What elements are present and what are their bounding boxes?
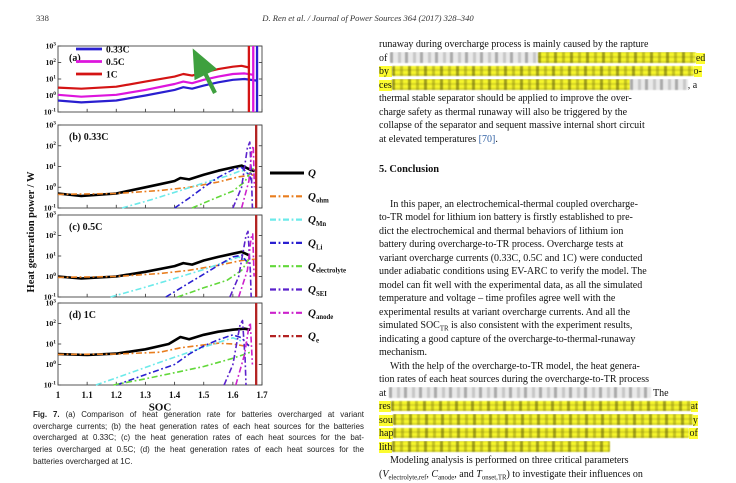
text-span: Modeling analysis is performed on three critical parameters: [390, 455, 629, 466]
svg-text:103: $10^3$: [45, 42, 56, 51]
text-line: [379, 279, 724, 293]
redacted-text-yellow: [392, 79, 630, 90]
redacted-text-yellow: [393, 428, 689, 439]
svg-text:1.2: 1.2: [110, 390, 122, 400]
text-span: dict the electrochemical and thermal behaviors of lithium ion: [379, 225, 624, 237]
text-span: electrolyte,ref: [388, 474, 427, 481]
text-line: [379, 119, 724, 133]
citation-link[interactable]: [70]: [478, 133, 496, 145]
text-span: at elevated temperatures: [379, 133, 479, 145]
text-span: by: [379, 66, 392, 77]
text-line: [379, 106, 724, 120]
text-span: ces: [379, 79, 392, 91]
text-span: (a) Comparison of heat generation rate for batteries overcharged at variant: [65, 410, 364, 419]
svg-text:SOC: SOC: [148, 401, 172, 412]
text-line: [379, 238, 724, 252]
svg-text:QLi: $Q_{Li}$: [308, 237, 323, 252]
text-line: [379, 79, 724, 93]
svg-text:Qanode: $Q_{anode}$: [308, 307, 334, 322]
svg-text:Qelectrolyte: $Q_{electrolyte}$: [308, 260, 347, 275]
text-span: With the help of the overcharge-to-TR model, the heat genera-: [390, 360, 640, 372]
text-line: [379, 414, 724, 428]
svg-text:10-1: $10^{-1}$: [43, 203, 56, 213]
svg-text:(b) 0.33C: (b) 0.33C: [69, 132, 109, 143]
text-line: [379, 52, 724, 66]
svg-text:102: $10^2$: [45, 57, 56, 68]
text-span: model can fit well with the experimental data, as all the simulated: [379, 279, 643, 291]
text-line: [379, 133, 724, 147]
text-line: [379, 252, 724, 266]
svg-text:10-1: $10^{-1}$: [43, 292, 56, 302]
text-line: [379, 265, 724, 279]
text-span: ) to investigate their influences on: [506, 468, 643, 480]
text-line: [379, 400, 724, 414]
text-span: onset,TR: [481, 474, 507, 481]
svg-text:1.1: 1.1: [81, 390, 93, 400]
text-line: [379, 225, 724, 239]
text-span: variant overcharge currents (0.33C, 0.5C and 1C) were conducted: [379, 252, 643, 264]
svg-text:0.33C: 0.33C: [106, 45, 130, 56]
svg-text:10-1: $10^{-1}$: [43, 107, 56, 117]
redacted-text-yellow: [392, 66, 694, 77]
text-span: at: [690, 401, 698, 412]
redacted-text-gray: [390, 52, 538, 63]
text-line: [379, 306, 724, 320]
svg-text:Heat generation power / W: Heat generation power / W: [26, 171, 37, 293]
svg-text:1.5: 1.5: [198, 390, 210, 400]
svg-text:101: $10^1$: [45, 339, 56, 349]
svg-text:QSEI: $Q_{SEI}$: [308, 284, 327, 298]
svg-text:103: $10^3$: [45, 120, 56, 130]
redacted-text-yellow: [392, 441, 610, 452]
text-span: In this paper, an electrochemical-thermal coupled overcharge-: [390, 198, 638, 210]
text-span: charge safety as thermal runaway will also be triggered by the: [379, 106, 628, 118]
text-span: overcharged at 0.33C; (c) the heat generation rates of each heat sources for the bat-: [33, 433, 364, 443]
caption-line: [33, 432, 364, 444]
page-number: 338: [36, 13, 49, 23]
text-span: mechanism.: [379, 347, 428, 358]
text-span: to-TR model for lithium ion battery is firstly established to pre-: [379, 212, 633, 223]
text-line: [379, 198, 724, 212]
svg-text:1: 1: [55, 390, 61, 400]
text-line: [379, 441, 724, 455]
text-line: [379, 468, 724, 482]
svg-text:100: $10^0$: [45, 359, 56, 370]
text-span: res: [379, 401, 391, 412]
figure-7-chart: [26, 42, 366, 412]
svg-text:Qe: $Q_e$: [308, 330, 319, 345]
svg-text:100: $10^0$: [45, 90, 56, 101]
text-span: , and: [454, 468, 477, 480]
svg-text:101: $10^1$: [45, 161, 56, 172]
redacted-text-yellow: [391, 401, 691, 412]
svg-text:QMn: $Q_{Mn}$: [308, 214, 327, 228]
text-span: indicating a good capture of the overcharge-to-thermal-runaway: [379, 333, 636, 345]
text-line: [379, 454, 724, 468]
text-line: [379, 360, 724, 374]
redacted-text-gray: [630, 79, 688, 90]
redacted-text-gray: [389, 387, 651, 398]
text-span: anode: [438, 474, 455, 481]
svg-text:101: $10^1$: [45, 251, 56, 261]
caption-line: [33, 444, 364, 456]
heat-generation-plots: [26, 42, 366, 412]
text-span: simulated SOC: [379, 320, 440, 331]
svg-text:0.5C: 0.5C: [106, 57, 125, 68]
text-span: of: [689, 428, 698, 439]
text-span: C: [431, 468, 439, 480]
text-span: tion rates of each heat sources during the overcharge-to-TR process: [379, 374, 649, 385]
svg-text:Q: Q: [308, 167, 316, 180]
text-span: teries overcharged at 0.5C; (d) the heat generation rates of each heat sources for the: [33, 445, 364, 455]
svg-text:102: $10^2$: [45, 230, 56, 241]
text-span: TR: [439, 325, 449, 333]
text-span: sou: [379, 414, 393, 426]
text-span: collapse of the separator and sequent massive internal short circuit: [379, 120, 645, 131]
text-line: [379, 373, 724, 387]
text-span: experimental results at variant overcharge currents. And all the: [379, 306, 631, 318]
text-span: ed: [695, 52, 706, 64]
svg-text:1C: 1C: [106, 70, 118, 81]
svg-text:Qohm: $Q_{ohm}$: [308, 190, 329, 205]
text-span: overcharge currents; (b) the heat generation rates of each heat sources for the batteries: [33, 421, 364, 431]
text-line: [379, 427, 724, 441]
text-line: [379, 346, 724, 360]
svg-text:1.3: 1.3: [139, 390, 152, 400]
text-line: [379, 92, 724, 106]
text-span: ,: [426, 468, 432, 480]
text-span: is also consistent with the experiment results,: [448, 320, 633, 331]
svg-text:103: $10^3$: [45, 298, 56, 308]
svg-text:103: $10^3$: [45, 210, 56, 220]
text-line: [379, 292, 724, 306]
text-span: under adiabatic conditions using EV-ARC to verify the model. The: [379, 266, 647, 277]
svg-text:1.7: 1.7: [256, 390, 268, 400]
caption-line: [33, 421, 364, 433]
svg-text:(d) 1C: (d) 1C: [69, 310, 96, 321]
text-line: [379, 333, 724, 347]
text-span: thermal stable separator should be applied to improve the over-: [379, 93, 632, 104]
svg-text:102: $10^2$: [45, 318, 56, 329]
text-span: at: [379, 387, 389, 399]
text-line: [379, 38, 724, 52]
text-span: .: [495, 133, 498, 145]
text-span: T: [476, 468, 482, 480]
figure-caption: [33, 409, 364, 467]
text-span: y: [692, 414, 698, 426]
text-span: of: [379, 52, 390, 64]
redacted-text-yellow: [538, 52, 696, 63]
text-line: [379, 65, 724, 79]
text-span: The: [650, 387, 669, 399]
text-span: temperature and voltage – time profiles agree well with the: [379, 293, 616, 304]
text-span: lith: [379, 441, 393, 453]
svg-text:1.6: 1.6: [227, 390, 239, 400]
running-head: D. Ren et al. / Journal of Power Sources 364 (2017) 328–340: [262, 13, 474, 23]
svg-text:(a): (a): [69, 53, 81, 64]
text-span: (: [379, 468, 383, 480]
svg-text:10-1: $10^{-1}$: [43, 380, 56, 390]
text-line: [379, 319, 724, 333]
svg-text:101: $10^1$: [45, 74, 56, 84]
svg-text:100: $10^0$: [45, 271, 56, 282]
right-column: [379, 38, 724, 481]
svg-text:100: $10^0$: [45, 182, 56, 192]
text-span: hap: [379, 428, 394, 439]
text-span: battery during overcharge-to-TR process. Overcharge tests at: [379, 239, 624, 250]
text-span: Fig. 7.: [33, 410, 66, 419]
text-span: V: [382, 468, 389, 480]
caption-line: [33, 409, 364, 421]
text-span: o-: [693, 66, 702, 77]
text-line: [379, 387, 724, 401]
text-span: batteries overcharged at 1C.: [33, 456, 133, 466]
svg-text:1.4: 1.4: [168, 390, 181, 400]
text-span: runaway during overcharge process is mainly caused by the rapture: [379, 39, 649, 50]
redacted-text-yellow: [393, 414, 693, 425]
text-span: , a: [687, 79, 698, 91]
text-line: [379, 211, 724, 225]
caption-line: [33, 456, 364, 468]
svg-text:(c) 0.5C: (c) 0.5C: [69, 222, 103, 233]
svg-text:102: $10^2$: [45, 141, 56, 151]
section-heading: 5. Conclusion: [379, 164, 440, 175]
